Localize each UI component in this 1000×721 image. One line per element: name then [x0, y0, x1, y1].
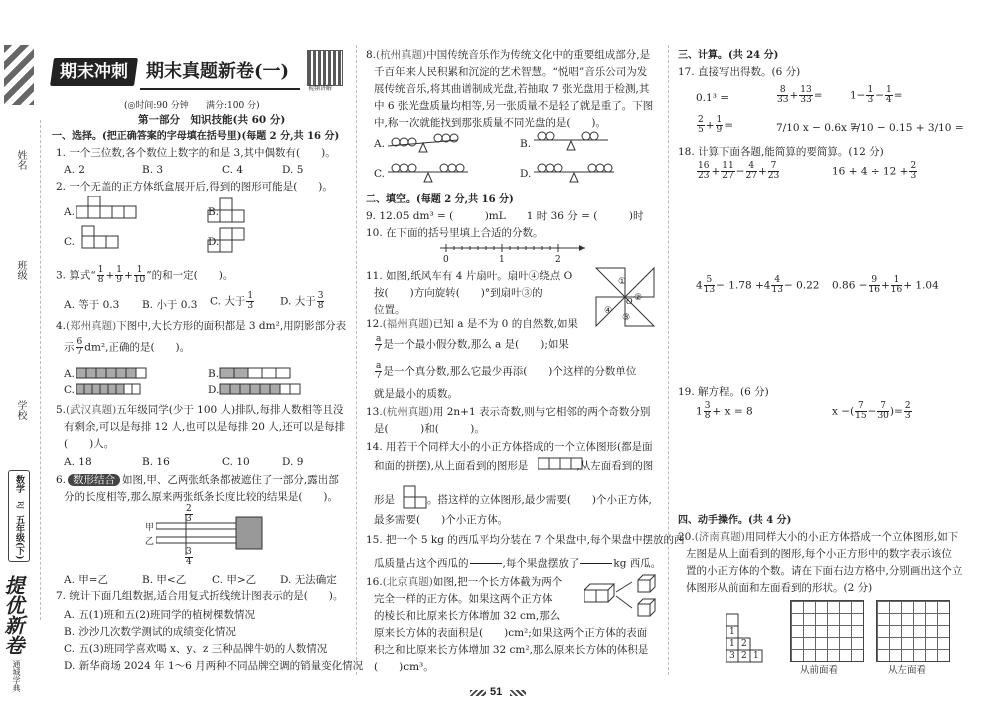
q7-text: 7. 统计下面几组数据,适合用复式折线统计图表示的是( )。: [56, 590, 344, 602]
q2-opt-c: C.: [64, 236, 75, 248]
q8-tag: (杭州真题): [376, 49, 427, 61]
q16-line1: [366, 576, 562, 589]
q6-label-yi: 乙: [145, 537, 155, 547]
q18-item-3: 4 $\frac{5}{13}$ − 1.78 +4 $\frac{4}{13}$ − 0.22: [696, 275, 820, 295]
q20-num: 20.: [678, 531, 695, 543]
q3-opt-a: A. 等于 0.3: [64, 299, 120, 311]
q2-opt-d: D.: [208, 236, 220, 248]
sec4-title: 四、动手操作。(共 4 分): [678, 515, 792, 526]
q3-fd-d: 8: [317, 301, 324, 311]
q12-line1: [366, 318, 578, 331]
sidebar-subject: 数学: [14, 475, 24, 493]
footer-deco-left: [470, 690, 486, 696]
q1-opt-d: D. 5: [282, 164, 304, 176]
q5-opt-d: D. 9: [282, 456, 304, 468]
q7-opt-d: D. 新华商场 2024 年 1～6 月两种不同品牌空调的销量变化情况: [64, 660, 364, 672]
q4-frac: [76, 338, 84, 357]
q20-line3: 置的小正方体的个数。请在下面右边方格中,分别画出这个立: [686, 565, 963, 577]
q3-opt-c: [210, 292, 255, 311]
q1-opt-b: B. 3: [142, 164, 164, 176]
q20-digit-6: 1: [753, 651, 759, 661]
q3-fd-n: 3: [317, 291, 324, 301]
q19-item-2b: =: [894, 405, 903, 418]
q16-line3: 的棱长和比原来长方体增加 32 cm,那么: [374, 610, 561, 622]
q8-line5: 中,称一次就能找到那张质量不同光盘的是( )。: [374, 117, 607, 129]
q6-fb-d: 4: [186, 557, 192, 567]
q8-num: 8.: [366, 49, 377, 61]
q7-opt-b: B. 沙沙几次数学测试的成绩变化情况: [64, 626, 236, 638]
sidebar-school-label: 学校: [15, 400, 26, 420]
q6-line1: [56, 474, 339, 487]
q4-tag: (郑州真题): [66, 320, 117, 332]
q8-opt-a: A.: [374, 138, 385, 150]
q20-l1: 用同样大小的小正方体搭成一个立体图形,如下: [744, 531, 959, 543]
q10-axis-2: 2: [555, 255, 561, 265]
part1-header: 第一部分 知识技能(共 60 分): [138, 114, 286, 126]
q6-strips: [156, 515, 266, 555]
q15-blank-2: [580, 554, 612, 573]
q20-digit-3: 2: [741, 639, 747, 649]
q8-line1: [366, 49, 650, 62]
q14-line1: 14. 用若干个同样大小的小正方体搭成的一个立体图形(都是面: [366, 441, 653, 453]
q2-opt-b: B.: [208, 206, 220, 218]
q13-tag: (杭州真题): [382, 406, 433, 418]
q20-line2: 左图是从上面看到的图形,每个小正方形中的数字表示该位: [686, 548, 952, 560]
sec2-title: 二、填空。(每题 2 分,共 16 分): [366, 194, 514, 205]
q19-item-1: 1 $\frac{3}{8}$ + x = 8: [696, 401, 753, 421]
q8-opt-c: C.: [374, 168, 385, 180]
q6-opt-b: B. 甲<乙: [142, 574, 187, 586]
sec1-title: 一、选择。(把正确答案的字母填在括号里)(每题 2 分,共 16 分): [52, 131, 340, 142]
q20-front-label: 从前面看: [800, 665, 839, 676]
q3-f3-d: 10: [133, 275, 146, 285]
q10-axis-0: 0: [443, 255, 449, 265]
q16-cuboid-figure: [584, 574, 664, 622]
q4-text: 下图中,大长方形的面积都是 3 dm²,用阴影部分表: [116, 320, 347, 332]
q3-opt-b: B. 小于 0.3: [142, 299, 198, 311]
q20-left-label: 从左面看: [888, 665, 927, 676]
sec3-title: 三、计算。(共 24 分): [678, 50, 779, 61]
sidebar-brand: 提优新卷: [1, 575, 25, 655]
q4-opt-b: B.: [208, 368, 220, 380]
sidebar-edition: RJ: [16, 501, 24, 510]
q20-tag: (济南真题): [694, 531, 745, 543]
q4-bars: [76, 366, 346, 398]
q3-frac-3: [134, 266, 145, 285]
q6-ft-n: 2: [186, 504, 192, 514]
q8-opt-b: B.: [520, 138, 532, 150]
q5-line3: ( )人。: [64, 438, 115, 450]
page-title: 期末真题新卷(一): [146, 61, 290, 82]
q5-num: 5.: [56, 404, 67, 416]
q17-item-2: $\frac{8}{33}$ + $\frac{13}{33}$ =: [777, 85, 823, 105]
q6-label-jia: 甲: [145, 523, 155, 533]
q14-line4: 最多需要( )个小正方体。: [374, 514, 509, 526]
q20-line4: 体图形从前面和左面看到的形状。(2 分): [686, 582, 873, 594]
q18-text: 18. 计算下面各题,能简算的要简算。(12 分): [678, 146, 884, 158]
q10-number-line: [440, 240, 590, 266]
q20-left-grid[interactable]: [876, 600, 950, 662]
page-number: 51: [490, 686, 503, 698]
q12-l2b: 是一个最小假分数,那么 a 是( );如果: [383, 338, 569, 351]
q3-opt-d: [280, 292, 325, 311]
q6-fb-n: 3: [186, 547, 192, 557]
q14-top-view: [538, 456, 584, 476]
q3-f2-n: 1: [116, 265, 123, 275]
q12-frac-b: [375, 362, 382, 381]
cut-line: [40, 120, 41, 620]
title-underline: [140, 88, 300, 90]
q15-l2b: ,每个果盘摆放了: [502, 557, 580, 570]
q2-nets: [76, 196, 286, 258]
q3-frac-2: [115, 266, 123, 285]
q17-item-1: 0.1³ =: [696, 92, 730, 104]
q12-l1: 已知 a 是不为 0 的自然数,如果: [432, 318, 579, 330]
q7-opt-c: C. 五(3)班同学喜欢喝 x、y、z 三种品牌牛奶的人数情况: [64, 643, 328, 655]
q12-line2: [374, 335, 569, 354]
q4-text2a: 示: [64, 341, 75, 354]
q3-f2-d: 9: [116, 275, 123, 285]
q20-digit-1: 1: [729, 627, 735, 637]
q19-item-2a: x −: [832, 405, 851, 418]
q14-l3b: 。搭这样的立体图形,最少需要( )个小正方体,: [427, 494, 652, 506]
sidebar-grade: 五年级(下): [14, 515, 24, 560]
q4-text2b: dm²,正确的是( )。: [84, 341, 191, 354]
q4-opt-c: C.: [64, 384, 75, 396]
q8-line3: 展传统音乐,将其曲谱制成光盘,若抽取 7 张光盘用于检测,其: [374, 83, 650, 95]
q18-item-4a: 0.86 −: [832, 279, 868, 292]
q2-opt-a: A.: [64, 206, 75, 218]
q4-f-n: 6: [76, 337, 83, 347]
q16-line5: 积之和比原来长方体增加 32 cm²,那么原来长方体的体积是: [374, 644, 649, 656]
q11-line1: 11. 如图,纸风车有 4 片扇叶。扇叶④绕点 O: [366, 270, 573, 282]
q17-item-5: 7/10 x − 0.6x =: [776, 122, 860, 134]
q17-item-6: 7/10 − 0.15 + 3/10 =: [850, 122, 964, 134]
q10-text: 10. 在下面的括号里填上合适的分数。: [366, 227, 544, 239]
q20-digit-4: 3: [729, 651, 735, 661]
q11-line3: 位置。: [374, 304, 406, 316]
q12-fa-n: a: [376, 334, 382, 344]
q6-badge: 数形结合: [68, 474, 120, 486]
q4-num: 4.: [56, 320, 67, 332]
q13-l1: 用 2n+1 表示奇数,则与它相邻的两个奇数分别: [432, 406, 651, 418]
col-divider-1: [356, 45, 357, 675]
q11-label-1: ①: [618, 277, 627, 287]
q12-tag: (福州真题): [382, 318, 433, 330]
q5-text: 五年级同学(少于 100 人)排队,每排人数相等且没: [116, 404, 344, 416]
q5-line1: [56, 404, 343, 417]
q8-balances: [388, 128, 648, 184]
q18-item-2-text: 16 + 4 ÷ 12 +: [832, 165, 909, 178]
qr-label: 视频讲解: [308, 85, 333, 92]
q15-l2a: 瓜质量占这个西瓜的: [374, 557, 469, 570]
sidebar-brand2: 通城学典: [12, 660, 21, 692]
q3-opt-d-frac: [317, 292, 325, 311]
q4-opt-d: D.: [208, 384, 220, 396]
left-sidebar: [0, 0, 48, 721]
q16-l1: 如图,把一个长方体截为两个: [432, 576, 563, 588]
q20-line1: [678, 531, 958, 544]
q4-line2: [64, 338, 190, 357]
col-divider-2: [668, 45, 669, 675]
q14-l3: 形是: [374, 494, 395, 506]
q15-line2: [374, 554, 661, 573]
sidebar-grade-box: [8, 470, 30, 562]
q12-l3b: 是一个真分数,那么它最少再添( )个这样的分数单位: [383, 365, 637, 378]
q1-text: 1. 一个三位数,各个数位上数字的和是 3,其中偶数有( )。: [56, 147, 336, 159]
q9-text: 9. 12.05 dm³ = ( )mL 1 时 36 分 = ( )时: [366, 210, 644, 222]
q17-item-4: $\frac{2}{5}$ + $\frac{1}{9}$ =: [698, 115, 734, 135]
q20-front-grid[interactable]: [790, 600, 864, 662]
q13-num: 13.: [366, 406, 383, 418]
q18-item-4: 0.86 − $\frac{9}{16}$ + $\frac{1}{16}$ + 1.04: [832, 275, 939, 295]
q16-line6: ( )cm³。: [374, 661, 434, 673]
q6-line2: 分的长度相等,那么原来两张纸条长度比较的结果是( )。: [64, 491, 339, 503]
q16-tag: (北京真题): [382, 576, 433, 588]
q8-l1: 中国传统音乐作为传统文化中的重要组成部分,是: [426, 49, 651, 61]
exam-time: (◎时间:90 分钟: [124, 101, 189, 111]
q14-left-view: [402, 484, 432, 514]
q3-opt-c-label: C. 大于: [210, 295, 246, 308]
q14-l2b: ,从左面看到的图: [576, 460, 654, 472]
q19-item-2: x −( $\frac{7}{15}$ − $\frac{7}{30}$ )= $\frac{2}{3}$: [832, 401, 911, 421]
q4-line1: [56, 320, 346, 333]
q11-line2: 按( )方向旋转( )°到扇叶③的: [374, 287, 543, 299]
q5-opt-a: A. 18: [64, 456, 92, 468]
q12-fb-n: a: [376, 361, 382, 371]
q8-line2: 千百年来人民积累和沉淀的艺术智慧。“悦唱”音乐公司为发: [374, 66, 648, 78]
q3-suffix: ”的和一定( )。: [146, 269, 234, 282]
sidebar-name-label: 姓名: [15, 150, 26, 170]
footer-deco-right: [510, 690, 526, 696]
q6-opt-a: A. 甲=乙: [64, 574, 109, 586]
qr-code: [307, 50, 343, 86]
q12-fb-d: 7: [375, 371, 382, 381]
q3-f1-d: 8: [97, 275, 104, 285]
q4-opt-a: A.: [64, 368, 75, 380]
q12-num: 12.: [366, 318, 383, 330]
q17-item-3: 1− $\frac{1}{3}$ − $\frac{1}{4}$ =: [850, 85, 903, 105]
q18-item-4b: + 1.04: [903, 279, 939, 292]
q5-line2: 有剩余,可以是每排 12 人,也可以是每排 20 人,还可以是每排: [64, 421, 346, 433]
q3-frac-1: [97, 266, 105, 285]
q3-opt-c-frac: [246, 292, 254, 311]
q15-blank-1: [470, 554, 502, 573]
q16-line4: 原来长方体的表面积是( )cm²;如果这两个正方体的表面: [374, 627, 648, 639]
q8-line4: 中 6 张光盘质量均相等,另一张质量不是轻了就是重了。下图: [374, 100, 654, 112]
q12-line3: [374, 362, 636, 381]
q3-fc-n: 1: [247, 291, 254, 301]
q6-num: 6.: [56, 474, 67, 486]
q11-label-3: ③: [622, 313, 631, 323]
q1-opt-a: A. 2: [64, 164, 85, 176]
q12-fa-d: 7: [375, 344, 382, 354]
q13-line1: [366, 406, 650, 419]
q7-opt-a: A. 五(1)班和五(2)班同学的植树棵数情况: [64, 609, 256, 621]
q3-f1-n: 1: [97, 265, 104, 275]
q12-frac-a: [375, 335, 382, 354]
q2-text: 2. 一个无盖的正方体纸盒展开后,得到的图形可能是( )。: [56, 181, 333, 193]
q1-opt-c: C. 4: [222, 164, 244, 176]
q20-digit-5: 2: [741, 651, 747, 661]
q3-opt-d-label: D. 大于: [280, 295, 316, 308]
q6-opt-c: C. 甲>乙: [212, 574, 257, 586]
q5-opt-b: B. 16: [142, 456, 170, 468]
sidebar-class-label: 班级: [15, 260, 26, 280]
q10-axis-1: 1: [499, 255, 505, 265]
q11-label-2: ②: [634, 293, 643, 303]
q12-line4: 就是最小的质数。: [374, 388, 458, 400]
q14-l2: 和面的拼摆),从上面看到的图形是: [374, 460, 529, 472]
q17-text: 17. 直接写出得数。(6 分): [678, 66, 801, 78]
q3-prefix: 3. 算式“: [56, 269, 96, 282]
q3-text: 3. 算式“ $\frac{1}{8}$ + $\frac{1}{9}$ + $\frac{1}{10}$ ”的和一定( )。: [56, 265, 234, 285]
q19-item-1-text: + x = 8: [712, 405, 753, 418]
sidebar-stripes: [4, 45, 34, 105]
q15-l2c: kg 西瓜。: [613, 557, 662, 570]
q15-line1: 15. 把一个 5 kg 的西瓜平均分装在 7 个果盘中,每个果盘中摆放的西: [366, 534, 685, 546]
q5-tag: (武汉真题): [66, 404, 117, 416]
q8-opt-d: D.: [520, 168, 532, 180]
title-tag: 期末冲刺: [60, 62, 128, 82]
exam-score: 满分:100 分): [206, 101, 260, 111]
q19-text: 19. 解方程。(6 分): [678, 386, 769, 398]
q6-opt-d: D. 无法确定: [280, 574, 337, 586]
q11-label-4: ④: [604, 306, 613, 316]
q18-item-3a: − 1.78 +: [716, 279, 764, 292]
q4-f-d: 7: [76, 347, 83, 357]
q18-item-3b: − 0.22: [783, 279, 820, 292]
q13-line2: 是( )和( )。: [374, 423, 485, 435]
q5-opt-c: C. 10: [222, 456, 250, 468]
q16-num: 16.: [366, 576, 383, 588]
q16-line2: 完全一样的正方体。如果这两个正方体: [374, 593, 553, 605]
q18-item-2: 16 + 4 ÷ 12 + $\frac{2}{3}$: [832, 161, 917, 181]
q6-text: 如图,甲、乙两张纸条都被遮住了一部分,露出部: [122, 474, 339, 486]
q6-ft-d: 3: [186, 514, 192, 524]
q3-f3-n: 1: [134, 266, 145, 276]
q20-digit-2: 1: [729, 639, 735, 649]
q14-line2: [374, 460, 653, 473]
q3-fc-d: 3: [247, 301, 254, 311]
q18-item-1: $\frac{16}{23}$ + $\frac{11}{27}$ − $\frac{4}{27}$ + $\frac{7}{23}$: [698, 161, 780, 181]
q11-label-o: O: [626, 297, 633, 306]
